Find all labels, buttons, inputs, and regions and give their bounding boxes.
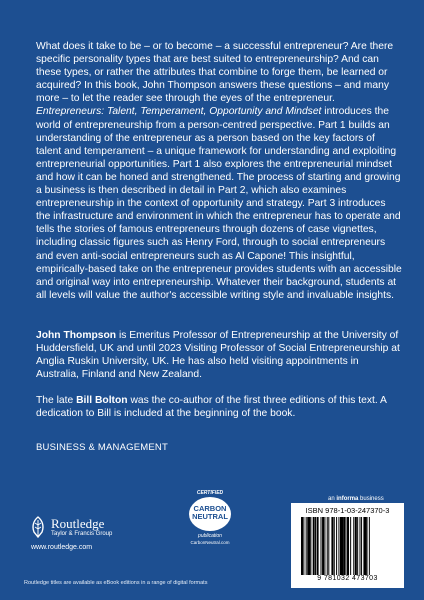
badge-url: CarbonNeutral.com: [190, 540, 230, 545]
barcode-digits: 9 781032 473703: [317, 575, 378, 582]
blurb-body: introduces the world of entrepreneurship from a person-centred perspective. Part 1 builds an understanding of the entrepreneur as a person based on the key factors of talent and temperament – a unique framework for understanding and exploiting entrepreneurial opportunities. Part 1 also explores the entrepreneurial mindset and how it can be honed and strengthened. The process of starting and growing a business is then described in detail in Part 2, which also examines entrepreneurship in the context of opportunity and strategy. Part 3 introduces the infrastructure and environment in which the entrepreneur has to operate and tells the stories of famous entrepreneurs through dozens of case vignettes, including classic figures such as Henry Ford, through to social entrepreneurs and even anti-social entrepreneurs such as Al Capone! This insightful, empirically-based take on the entrepreneur provides students with an accessible and original way into entrepreneurship. Whatever their background, students at all levels will value the author's accessible writing style and invaluable insights.: [36, 106, 402, 301]
barcode-panel: [291, 503, 404, 588]
badge-line2: NEUTRAL: [192, 512, 228, 521]
routledge-logo: [30, 516, 112, 538]
coauthor-note: [36, 394, 402, 420]
coauthor-prefix: The late: [36, 395, 74, 406]
subject-category: BUSINESS & MANAGEMENT: [36, 442, 168, 453]
blurb-paragraph: [36, 40, 402, 302]
routledge-leaf-icon: [30, 516, 46, 538]
badge-line1: CARBON: [193, 504, 227, 513]
informa-prefix: an: [328, 496, 335, 502]
carbon-neutral-seal: [189, 490, 231, 531]
publisher-url: www.routledge.com: [31, 544, 93, 551]
publisher-group: Taylor & Francis Group: [51, 530, 113, 537]
ebook-note: Routledge titles are available as eBook editions in a range of digital formats: [24, 580, 208, 586]
badge-certified: CERTIFIED: [196, 490, 224, 496]
informa-suffix: business: [360, 496, 384, 502]
publisher-name: Routledge: [51, 515, 105, 531]
badge-publication: publication: [198, 533, 222, 539]
informa-tagline: [328, 496, 384, 502]
author-bio-text: is Emeritus Professor of Entrepreneurship at the University of Huddersfield, UK and until 2023 Visiting Professor of Social Entrepreneurship at Anglia Ruskin University, UK. He has also held visiting appointments in Australia, Finland and New Zealand.: [36, 330, 400, 381]
author-name: John Thompson: [36, 330, 117, 341]
isbn-number: ISBN 978-1-03-247370-3: [305, 506, 390, 515]
coauthor-name: Bill Bolton: [76, 395, 128, 406]
blurb-intro: What does it take to be – or to become – a successful entrepreneur? Are there specific personality types that are best suited to entrepreneurship? And can these types, or rather the attributes that combine to forge them, be learned or acquired? In this book, John Thompson answers these questions – and many more – to let the reader see through the eyes of the entrepreneur.: [36, 41, 394, 105]
barcode-bars: [301, 517, 394, 575]
carbon-neutral-badge: [186, 490, 234, 553]
coauthor-text: was the co-author of the first three editions of this text. A dedication to Bill is included at the beginning of the book.: [36, 395, 387, 420]
informa-brand: informa: [336, 496, 359, 502]
author-bio: [36, 329, 402, 381]
book-title: Entrepreneurs: Talent, Temperament, Opportunity and Mindset: [36, 106, 322, 118]
